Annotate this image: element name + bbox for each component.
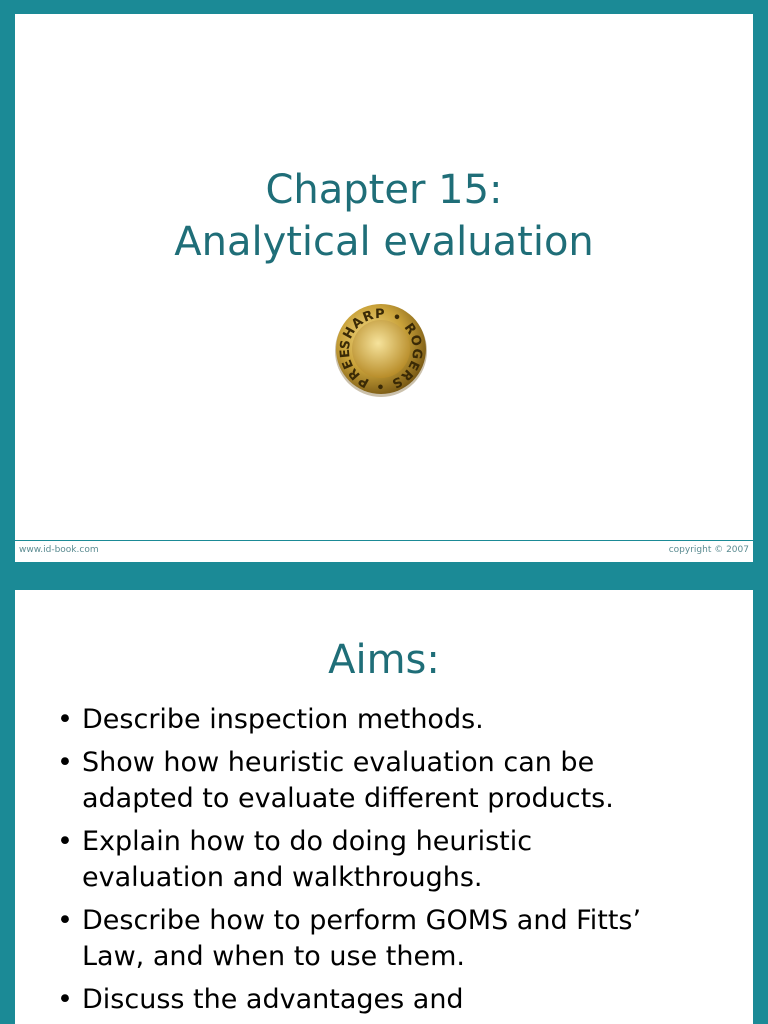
list-item: • Show how heuristic evaluation can be adapted to evaluate different products. — [57, 746, 614, 814]
footer-website: www.id-book.com — [19, 545, 99, 555]
bullet-icon: • — [57, 704, 73, 735]
list-item: • Explain how to do doing heuristic evaluation and walkthroughs. — [57, 825, 533, 893]
aims-list — [57, 702, 733, 1024]
seal-text: SHARP • ROGERS • PREE — [337, 306, 425, 394]
list-item: • Discuss the advantages and — [57, 982, 733, 1019]
bullet-icon: • — [57, 825, 73, 857]
bullet-icon: • — [57, 746, 73, 778]
book-seal-logo — [333, 302, 429, 398]
aims-heading: Aims: — [328, 637, 440, 683]
bullet-icon: • — [57, 983, 73, 1015]
title-line-1: Chapter 15: — [265, 167, 503, 213]
footer-divider — [15, 540, 753, 541]
slide-title — [15, 14, 753, 562]
slide-aims — [15, 590, 753, 1024]
footer-copyright: copyright © 2007 — [668, 545, 749, 555]
seal-icon — [333, 302, 429, 398]
list-item: • Describe inspection methods. — [57, 702, 733, 739]
bullet-icon: • — [57, 904, 73, 936]
list-item: • Describe how to perform GOMS and Fitts’ Law, and when to use them. — [57, 904, 642, 972]
title-line-2: Analytical evaluation — [174, 219, 594, 265]
slide-title-heading — [15, 164, 753, 268]
